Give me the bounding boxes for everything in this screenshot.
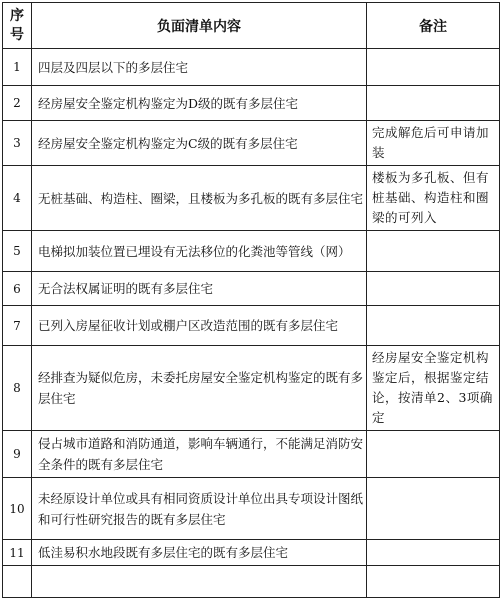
- row-index: 11: [3, 540, 32, 566]
- table-header-row: [3, 3, 500, 49]
- row-content: [32, 566, 367, 598]
- row-note: [367, 478, 500, 540]
- row-note: [367, 86, 500, 121]
- negative-list-table: [2, 2, 500, 598]
- row-content: 已列入房屋征收计划或棚户区改造范围的既有多层住宅: [32, 306, 367, 346]
- table-row: [3, 478, 500, 540]
- row-index: 3: [3, 121, 32, 166]
- table-row: [3, 166, 500, 231]
- row-index: 1: [3, 49, 32, 86]
- row-note: [367, 566, 500, 598]
- row-index: 9: [3, 431, 32, 478]
- row-note: 完成解危后可申请加装: [367, 121, 500, 166]
- table-row: [3, 346, 500, 431]
- row-content: 经房屋安全鉴定机构鉴定为C级的既有多层住宅: [32, 121, 367, 166]
- row-content: 未经原设计单位或具有相同资质设计单位出具专项设计图纸和可行性研究报告的既有多层住宅: [32, 478, 367, 540]
- row-note: [367, 431, 500, 478]
- row-note: 经房屋安全鉴定机构鉴定后，根据鉴定结论，按清单2、3项确定: [367, 346, 500, 431]
- table-row: [3, 431, 500, 478]
- row-note: [367, 231, 500, 272]
- row-content: 电梯拟加装位置已埋设有无法移位的化粪池等管线（网）: [32, 231, 367, 272]
- header-content: 负面清单内容: [32, 3, 367, 49]
- table-row: [3, 49, 500, 86]
- row-index: 2: [3, 86, 32, 121]
- row-index: 4: [3, 166, 32, 231]
- table-row: [3, 272, 500, 306]
- header-index: 序 号: [3, 3, 32, 49]
- row-index: 6: [3, 272, 32, 306]
- row-content: 四层及四层以下的多层住宅: [32, 49, 367, 86]
- row-note: [367, 540, 500, 566]
- row-note: 楼板为多孔板、但有桩基础、构造柱和圈梁的可列入: [367, 166, 500, 231]
- table-row: [3, 540, 500, 566]
- row-content: 经排查为疑似危房，未委托房屋安全鉴定机构鉴定的既有多层住宅: [32, 346, 367, 431]
- row-index: 7: [3, 306, 32, 346]
- row-content: 经房屋安全鉴定机构鉴定为D级的既有多层住宅: [32, 86, 367, 121]
- table-row: [3, 306, 500, 346]
- row-note: [367, 49, 500, 86]
- row-index: 10: [3, 478, 32, 540]
- table-row: [3, 566, 500, 598]
- row-content: 无合法权属证明的既有多层住宅: [32, 272, 367, 306]
- table-row: [3, 121, 500, 166]
- row-index: 8: [3, 346, 32, 431]
- row-content: 侵占城市道路和消防通道，影响车辆通行，不能满足消防安全条件的既有多层住宅: [32, 431, 367, 478]
- header-note: 备注: [367, 3, 500, 49]
- row-note: [367, 272, 500, 306]
- table-row: [3, 86, 500, 121]
- row-content: 低洼易积水地段既有多层住宅的既有多层住宅: [32, 540, 367, 566]
- row-note: [367, 306, 500, 346]
- table-row: [3, 231, 500, 272]
- row-index: 5: [3, 231, 32, 272]
- row-index: [3, 566, 32, 598]
- table-body: [3, 49, 500, 598]
- row-content: 无桩基础、构造柱、圈梁，且楼板为多孔板的既有多层住宅: [32, 166, 367, 231]
